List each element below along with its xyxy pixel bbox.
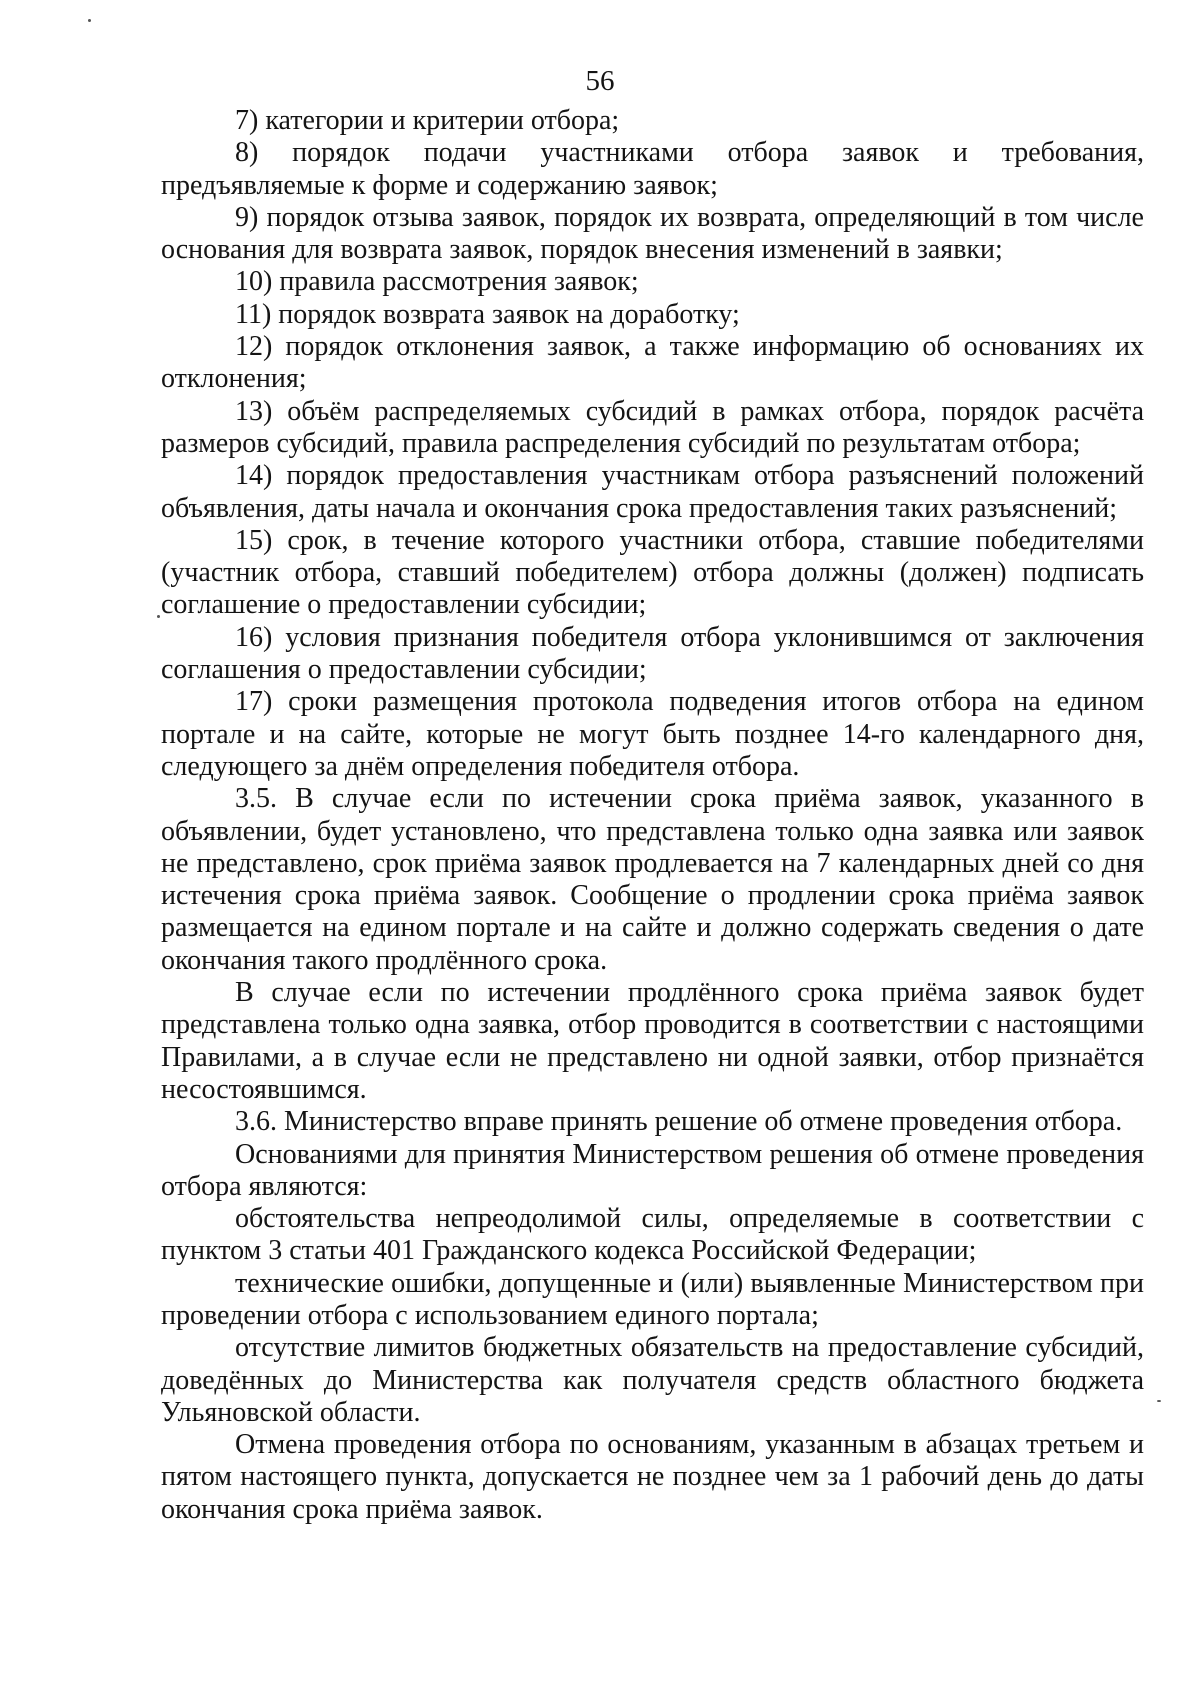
paragraph-cancellation-deadline: Отмена проведения отбора по основаниям, указанным в абзацах третьем и пятом настоящего пункта, допускается не позднее чем за 1 рабочий день до даты окончания срока приёма заявок. bbox=[161, 1429, 1144, 1525]
list-item-7: 7) категории и критерии отбора; bbox=[235, 105, 620, 136]
scan-speck bbox=[157, 615, 160, 618]
paragraph-extended-term: В случае если по истечении продлённого срока приёма заявок будет представлена только одна заявка, отбор проводится в соответствии с настоящими Правилами, а в случае если не представлено ни одной заявки, отбор признаётся несостоявшимся. bbox=[161, 977, 1144, 1105]
scan-speck bbox=[88, 19, 91, 22]
page-number: 56 bbox=[585, 65, 615, 97]
list-item-11: 11) порядок возврата заявок на доработку; bbox=[235, 298, 740, 330]
ground-force-majeure: обстоятельства непреодолимой силы, определяемые в соответствии с пунктом 3 статьи 401 Гражданского кодекса Российской Федерации; bbox=[161, 1203, 1144, 1267]
list-item-9: 9) порядок отзыва заявок, порядок их возврата, определяющий в том числе основания для возврата заявок, порядок внесения изменений в заявки; bbox=[161, 201, 1144, 266]
list-item-12: 12) порядок отклонения заявок, а также информацию об основаниях их отклонения; bbox=[161, 331, 1144, 395]
list-item-10: 10) правила рассмотрения заявок; bbox=[235, 266, 639, 298]
section-3-5: 3.5. В случае если по истечении срока приёма заявок, указанного в объявлении, будет установлено, что представлена только одна заявка или заявок не представлено, срок приёма заявок продлевается на 7 календарных дней со дня истечения срока приёма заявок. Сообщение о продлении срока приёма заявок размещается на едином портале и на сайте и должно содержать сведения о дате окончания такого продлённого срока. bbox=[161, 783, 1144, 976]
ground-technical-errors: технические ошибки, допущенные и (или) выявленные Министерством при проведении отбора с использованием единого портала; bbox=[161, 1267, 1144, 1331]
list-item-15: 15) срок, в течение которого участники отбора, ставшие победителями (участник отбора, ставший победителем) отбора должны (должен) подписать соглашение о предоставлении субсидии; bbox=[161, 524, 1144, 621]
list-item-13: 13) объём распределяемых субсидий в рамках отбора, порядок расчёта размеров субсидий, правила распределения субсидий по результатам отбора; bbox=[161, 395, 1144, 459]
document-body bbox=[161, 105, 1144, 1526]
paragraph-grounds: Основаниями для принятия Министерством решения об отмене проведения отбора являются: bbox=[161, 1138, 1144, 1202]
scan-speck bbox=[1157, 1400, 1161, 1402]
section-3-6: 3.6. Министерство вправе принять решение об отмене проведения отбора. bbox=[235, 1106, 1123, 1138]
list-item-14: 14) порядок предоставления участникам отбора разъяснений положений объявления, даты начала и окончания срока предоставления таких разъяснений; bbox=[161, 460, 1144, 524]
list-item-16: 16) условия признания победителя отбора уклонившимся от заключения соглашения о предоставлении субсидии; bbox=[161, 621, 1144, 686]
ground-no-limits: отсутствие лимитов бюджетных обязательств на предоставление субсидий, доведённых до Министерства как получателя средств областного бюджета Ульяновской области. bbox=[161, 1332, 1144, 1428]
list-item-17: 17) сроки размещения протокола подведения итогов отбора на едином портале и на сайте, которые не могут быть позднее 14-го календарного дня, следующего за днём определения победителя отбора. bbox=[161, 686, 1144, 782]
list-item-8: 8) порядок подачи участниками отбора заявок и требования, предъявляемые к форме и содержанию заявок; bbox=[161, 137, 1144, 201]
